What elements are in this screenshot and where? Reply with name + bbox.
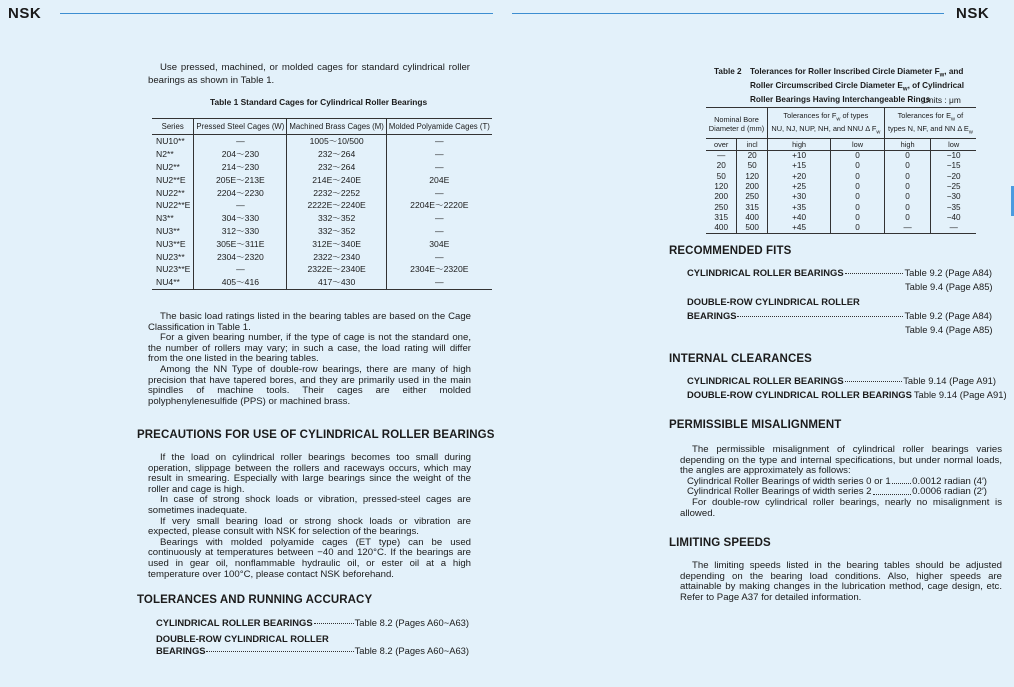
precaution-p4: Bearings with molded polyamide cages (ET type) can be used continuously at temperatures between −40 and 120°C. If the bearings are used in gear oil, nonflammable hydraulic oil, or ester oil at a high temperature over 100°C, please contact NSK beforehand.: [148, 536, 471, 580]
nsk-logo-left: NSK: [8, 5, 42, 22]
table2-cell: 0: [884, 213, 931, 223]
misalignment-l1-label: Cylindrical Roller Bearings of width series 0 or 1: [687, 475, 891, 487]
table2-sub-f-high: high: [767, 138, 830, 150]
table2-cell: −35: [931, 202, 976, 212]
table1-cell: 405〜416: [194, 276, 287, 289]
table2-cell: 0: [884, 150, 931, 161]
table1-cell: NU10**: [156, 136, 185, 147]
table-row: [706, 150, 976, 161]
table1-cell: —: [386, 212, 491, 225]
table-row: [152, 212, 492, 225]
table-row: [152, 263, 492, 276]
table1-cell: 214〜230: [194, 161, 287, 174]
table2-col-f1-end: of types: [840, 111, 869, 120]
table2-col-f2-sub: w: [876, 129, 881, 136]
table2-cell: +15: [767, 161, 830, 171]
table2-caption-l3: Roller Bearings Having Interchangeable Rings: [750, 94, 931, 104]
table2-sub-over: over: [706, 138, 737, 150]
table-row: [706, 202, 976, 212]
table2-cell: 120: [737, 172, 768, 182]
table-row: [152, 225, 492, 238]
tolerance-crb-row: [156, 617, 469, 628]
table2-caption-l2-sub: w: [902, 86, 908, 93]
table2-caption-num: Table 2: [714, 67, 742, 76]
table2-cell: —: [884, 223, 931, 234]
table2-col-e1-sub: w: [951, 116, 955, 123]
table-row: [152, 135, 492, 148]
table-row: [706, 213, 976, 223]
table1-cell: N2**: [156, 149, 174, 160]
fits-dr-label1: DOUBLE-ROW CYLINDRICAL ROLLER: [687, 296, 860, 307]
table2-units: Units : μm: [923, 95, 961, 105]
fits-crb-ref1: Table 9.2 (Page A84): [904, 267, 992, 278]
table2-cell: 250: [737, 192, 768, 202]
table1-cell: 205E〜213E: [194, 173, 287, 186]
heading-tolerances: TOLERANCES AND RUNNING ACCURACY: [137, 594, 373, 606]
table2-cell: 0: [831, 182, 885, 192]
table1-cell: NU23**: [156, 251, 185, 262]
table1-cell: —: [194, 135, 287, 148]
table2-cell: 500: [737, 223, 768, 234]
table1-cell: 232〜264: [287, 148, 386, 161]
table2-cell: −20: [931, 172, 976, 182]
table1-col-machined-brass: Machined Brass Cages (M): [287, 119, 386, 135]
fits-dr-ref2: Table 9.4 (Page A85): [905, 324, 993, 335]
table1-col-series: Series: [152, 119, 194, 135]
table1-cell: NU3**E: [156, 238, 186, 249]
table2-cell: +20: [767, 172, 830, 182]
leader-dots: [845, 273, 904, 274]
table2-cell: 400: [706, 223, 737, 234]
table-row: [152, 199, 492, 212]
clearance-crb-label: CYLINDRICAL ROLLER BEARINGS: [687, 375, 844, 386]
table2-col-e2-sub: w: [968, 129, 973, 136]
table2-col-f1-sub: w: [836, 116, 841, 123]
table1-cell: NU4**: [152, 276, 194, 289]
table2-caption-l2-end: , of Cylindrical: [907, 80, 964, 90]
table2-cell: 0: [831, 202, 885, 212]
table1-cell: NU22**: [156, 187, 185, 198]
precaution-p2: In case of strong shock loads or vibration, pressed-steel cages are sometimes inadequate.: [148, 494, 471, 516]
table1-cell: 304E: [386, 237, 491, 250]
table1-cell: 332〜352: [287, 225, 386, 238]
table-row: [152, 276, 492, 289]
table2-col-bore: [706, 108, 767, 139]
table1-cell: 2322E〜2340E: [287, 263, 386, 276]
misalignment-text-block: [680, 445, 1002, 519]
table2-caption-l2: Roller Circumscribed Circle Diameter E: [750, 80, 903, 90]
table2-cell: +45: [767, 223, 830, 234]
table-row: [152, 161, 492, 174]
table2-col-bore-1: Nominal Bore: [714, 115, 759, 125]
table1-cell: —: [386, 148, 491, 161]
table1-caption: Table 1 Standard Cages for Cylindrical Roller Bearings: [210, 97, 428, 107]
table1-cell: —: [386, 135, 491, 148]
heading-permissible-misalignment: PERMISSIBLE MISALIGNMENT: [669, 419, 842, 431]
nsk-logo-right: NSK: [956, 5, 990, 22]
table1-cell: NU23**E: [156, 264, 191, 275]
table2-sub-e-low: low: [931, 138, 976, 150]
table2-sub-e-high: high: [884, 138, 931, 150]
table2-col-e1-end: of: [954, 111, 964, 120]
table1-cell: NU22**E: [156, 200, 191, 211]
intro-paragraph: Use pressed, machined, or molded cages for standard cylindrical roller bearings as shown in Table 1.: [148, 62, 470, 86]
clearance-crb-row: [687, 375, 996, 386]
fits-dr-row: [687, 310, 992, 321]
table1-cell: NU3**: [156, 225, 180, 236]
table-row: [152, 186, 492, 199]
precaution-p1: If the load on cylindrical roller bearings becomes too small during operation, slippage between the rollers and raceways occurs, which may result in smearing. Especially with large bearings since the weight of the roller and cage is high.: [148, 452, 471, 495]
precautions-text-block: [148, 453, 471, 580]
table1-cell: 1005〜10/500: [287, 135, 386, 148]
table-row: [152, 148, 492, 161]
table-row: [152, 173, 492, 186]
table-row: [152, 250, 492, 263]
fits-crb-label: CYLINDRICAL ROLLER BEARINGS: [687, 267, 844, 278]
table1-standard-cages: [152, 118, 492, 290]
table2-cell: +40: [767, 213, 830, 223]
table-row: [706, 182, 976, 192]
table2-cell: 0: [831, 213, 885, 223]
table1-cell: 204〜230: [194, 148, 287, 161]
table1-cell: NU2**: [156, 161, 180, 172]
para-nn-type: Among the NN Type of double-row bearings, there are many of high precision that have tapered bores, and they are primarily used in the main spindles of machine tools. Their cages are either molded polyphenylenesulfide (PPS) or machined brass.: [148, 363, 471, 407]
table1-col-pressed-steel: Pressed Steel Cages (W): [194, 119, 287, 135]
table2-cell: 0: [884, 172, 931, 182]
table1-cell: —: [386, 161, 491, 174]
fits-crb-row: [687, 267, 992, 278]
table1-cell: —: [386, 225, 491, 238]
tolerance-dr-label2: BEARINGS: [156, 645, 206, 656]
table2-cell: 0: [831, 172, 885, 182]
table2-col-e2: types N, NF, and NN Δ E: [887, 124, 969, 134]
table1-cell: N3**: [156, 213, 174, 224]
table1-cell: —: [194, 263, 287, 276]
table1-cell: 417〜430: [287, 276, 386, 289]
precaution-p3: If very small bearing load or strong shock loads or vibration are expected, please consult with NSK for selection of the bearings.: [148, 515, 471, 538]
table1-cell: 312〜330: [194, 225, 287, 238]
table2-cell: 120: [714, 181, 729, 191]
table1-cell: 2204E〜2220E: [386, 199, 491, 212]
table2-cell: —: [717, 151, 726, 161]
clearance-dr-ref: Table 9.14 (Page A91): [913, 389, 1007, 400]
table1-cell: —: [386, 250, 491, 263]
table2-cell: −10: [931, 150, 976, 161]
leader-dots: [873, 484, 912, 495]
table2-col-f1: Tolerances for F: [783, 111, 837, 120]
table2-col-bore-2: Diameter d (mm): [708, 124, 765, 134]
table-row: [706, 172, 976, 182]
header-rule-right: [512, 13, 944, 14]
misalignment-l1-val: 0.0012 radian (4′): [912, 475, 987, 487]
para-load-ratings: The basic load ratings listed in the bearing tables are based on the Cage Classification in Table 1.: [148, 311, 471, 333]
leader-dots: [206, 651, 353, 652]
table1-col-molded-polyamide: Molded Polyamide Cages (T): [386, 119, 491, 135]
table2-cell: 315: [714, 212, 729, 222]
table2-cell: 50: [737, 161, 768, 171]
table2-cell: 0: [831, 161, 885, 171]
leader-dots: [845, 381, 903, 382]
limiting-speeds-text: The limiting speeds listed in the bearing tables should be adjusted depending on the bearing load conditions. Also, higher speeds are attainable by making changes in the lubrication method, cage design, etc. Refer to Page A37 for detailed information.: [680, 560, 1002, 603]
heading-precautions: PRECAUTIONS FOR USE OF CYLINDRICAL ROLLER BEARINGS: [137, 429, 495, 441]
table1-cell: —: [386, 276, 491, 289]
tolerance-crb-ref: Table 8.2 (Pages A60~A63): [354, 617, 469, 628]
fits-crb-ref2: Table 9.4 (Page A85): [905, 281, 993, 292]
table2-cell: 250: [714, 202, 729, 212]
table2-cell: 200: [737, 182, 768, 192]
table1-cell: 2204〜2230: [194, 186, 287, 199]
table2-cell: −25: [931, 182, 976, 192]
table1-cell: 2322〜2340: [287, 250, 386, 263]
table2-cell: 0: [884, 161, 931, 171]
table-row: [706, 161, 976, 171]
table2-cell: −15: [931, 161, 976, 171]
tolerance-crb-label: CYLINDRICAL ROLLER BEARINGS: [156, 617, 313, 628]
table2-sub-f-low: low: [831, 138, 885, 150]
table1-cell: —: [386, 186, 491, 199]
table1-cell: 214E〜240E: [287, 173, 386, 186]
table2-cell: +30: [767, 192, 830, 202]
table2-caption-l1-end: , and: [944, 67, 964, 76]
cage-text-block: [148, 312, 471, 407]
table1-cell: 304〜330: [194, 212, 287, 225]
misalignment-p1: The permissible misalignment of cylindrical roller bearings varies depending on the type and internal specifications, but under normal loads, the angles are approximately as follows:: [680, 444, 1002, 477]
table1-cell: 2222E〜2240E: [287, 199, 386, 212]
table2-cell: 0: [884, 202, 931, 212]
table1-cell: 204E: [386, 173, 491, 186]
table1-cell: NU2**E: [156, 174, 186, 185]
table2-cell: 0: [884, 182, 931, 192]
table2-cell: −30: [931, 192, 976, 202]
fits-dr-label2: BEARINGS: [687, 310, 737, 321]
tolerance-dr-ref: Table 8.2 (Pages A60~A63): [354, 645, 469, 656]
table2-col-fw: [767, 108, 884, 139]
misalignment-p2: For double-row cylindrical roller bearings, nearly no misalignment is allowed.: [680, 496, 1002, 519]
table2-col-f2: NU, NJ, NUP, NH, and NNU Δ F: [771, 124, 877, 134]
table2-col-ew: [884, 108, 976, 139]
table2-cell: 50: [716, 171, 726, 181]
table2-sub-incl: incl: [737, 138, 768, 150]
table1-cell: 232〜264: [287, 161, 386, 174]
misalignment-l2-label: Cylindrical Roller Bearings of width series 2: [687, 486, 872, 498]
para-cage-type: For a given bearing number, if the type of cage is not the standard one, the number of rollers may vary; in such a case, the load rating will differ from the one listed in the bearing tables.: [148, 332, 471, 365]
tolerance-dr-row: [156, 645, 469, 656]
table1-body: [152, 135, 492, 290]
table2-col-e1: Tolerances for E: [897, 111, 951, 120]
table-row: [152, 237, 492, 250]
table2-cell: 0: [831, 150, 885, 161]
clearance-crb-ref: Table 9.14 (Page A91): [903, 375, 996, 386]
table1-cell: 2304〜2320: [194, 250, 287, 263]
heading-internal-clearances: INTERNAL CLEARANCES: [669, 353, 812, 365]
table2-cell: −40: [931, 213, 976, 223]
table2-body: [706, 150, 976, 233]
table2-cell: 0: [884, 192, 931, 202]
table-row: [706, 223, 976, 234]
table2-cell: 0: [831, 192, 885, 202]
heading-recommended-fits: RECOMMENDED FITS: [669, 245, 792, 257]
table2-cell: 315: [737, 202, 768, 212]
table-row: [706, 192, 976, 202]
table2-caption-l1-sub: w: [939, 72, 945, 79]
table2-cell: 400: [737, 213, 768, 223]
table1-cell: 2304E〜2320E: [386, 263, 491, 276]
heading-limiting-speeds: LIMITING SPEEDS: [669, 537, 771, 549]
table1-cell: 305E〜311E: [194, 237, 287, 250]
misalignment-l2-val: 0.0006 radian (2′): [912, 486, 987, 498]
table1-cell: 312E〜340E: [287, 237, 386, 250]
leader-dots: [892, 474, 911, 485]
clearance-dr-row: [687, 389, 1007, 400]
table2-tolerances: [706, 107, 976, 234]
header-rule-left: [60, 13, 493, 14]
leader-dots: [314, 623, 354, 624]
table2-cell: 0: [831, 223, 885, 234]
fits-dr-ref1: Table 9.2 (Page A84): [904, 310, 992, 321]
table2-cell: 20: [737, 150, 768, 161]
clearance-dr-label: DOUBLE-ROW CYLINDRICAL ROLLER BEARINGS: [687, 389, 912, 400]
table2-cell: 20: [716, 161, 726, 171]
tolerance-dr-label1: DOUBLE-ROW CYLINDRICAL ROLLER: [156, 633, 329, 644]
table2-cell: +35: [767, 202, 830, 212]
table1-cell: 332〜352: [287, 212, 386, 225]
table2-cell: 200: [714, 192, 729, 202]
table2-cell: +25: [767, 182, 830, 192]
table1-cell: —: [194, 199, 287, 212]
table2-cell: +10: [767, 150, 830, 161]
table2-cell: —: [931, 223, 976, 234]
table1-cell: 2232〜2252: [287, 186, 386, 199]
leader-dots: [737, 316, 903, 317]
table2-caption-l1: Tolerances for Roller Inscribed Circle Diameter F: [750, 67, 940, 76]
